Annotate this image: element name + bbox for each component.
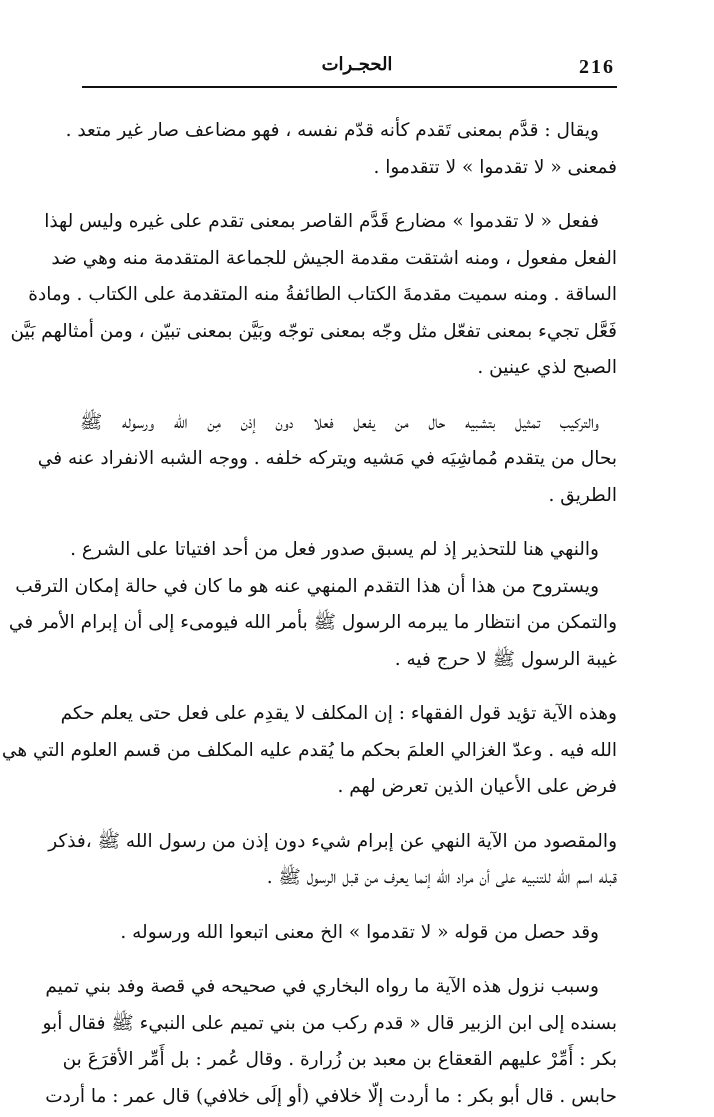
text-line: ففعل « لا تقدموا » مضارع قَدَّم القاصر بمعنى تقدم على غيره وليس لهذا [44,211,599,232]
paragraph [10,204,617,387]
text-line: الله فيه . وعدّ الغزالي العلمَ بحكم ما يُقدم عليه المكلف من قسم العلوم التي هي [1,739,617,761]
text-line: وهذه الآية تؤيد قول الفقهاء : إن المكلف لا يقدِم على فعل حتى يعلم حكم [60,703,617,724]
text-line: بسنده إلى ابن الزبير قال « قدم ركب من بني تميم على النبيء ﷺ فقال أبو [42,1012,617,1034]
text-line: والمقصود من الآية النهي عن إبرام شيء دون إذن من رسول الله ﷺ ،فذكر [48,830,617,852]
paragraph [48,824,617,897]
text-line: فمعنى « لا تقدموا » لا تتقدموا . [373,156,617,178]
paragraph [65,113,617,186]
paragraph [1,696,617,806]
text-line: الفعل مفعول ، ومنه اشتقت مقدمة الجيش للجماعة المتقدمة منه وهي ضد [51,247,617,269]
text-line: غيبة الرسول ﷺ لا حرج فيه . [394,648,617,670]
text-line: الساقة . ومنه سميت مقدمةَ الكتاب الطائفةُ منه المتقدمة على الكتاب . ومادة [28,284,617,305]
running-title: الحجـرات [321,54,393,75]
text-line: والتركيب تمثيل بتشبيه حال من يفعل فعلا دون إذن مِن الله ورسوله ﷺ [80,411,599,433]
text-line: الطريق . [548,484,617,506]
text-line: والتمكن من انتظار ما يبرمه الرسول ﷺ بأمر الله فيومىء إلى أن إبرام الأمر في [8,612,617,633]
text-line: فَعَّل تجيء بمعنى تفعّل مثل وجّه بمعنى توجّه وبَيَّن بمعنى تبيّن ، ومن أمثالهم بَيَّن [10,320,617,342]
text-line: قبله اسم الله للتنبيه على أن مراد الله إنما يعرف من قبل الرسول ﷺ . [266,867,617,888]
text-line: ويستروح من هذا أن هذا التقدم المنهي عنه هو ما كان في حالة إمكان الترقب [15,575,599,597]
paragraph [8,532,617,678]
body-text [1,113,617,1117]
text-line: الصبح لذي عينين . [477,357,617,378]
paragraph [80,915,617,952]
text-line: ويقال : قدَّم بمعنى تَقدم كأنه قدّم نفسه ، فهو مضاعف صار غير متعد . [65,120,599,141]
header-rule [82,86,617,88]
page-number: 216 [579,56,615,78]
paragraph [42,969,617,1115]
text-line: حابس . قال أبو بكر : ما أردت إلّا خلافي (أو إلَى خلافي) قال عمر : ما أردت [45,1085,617,1107]
text-line: بكر : أَمِّرْ عليهم القعقاع بن معبد بن زُرارة . وقال عُمر : بل أَمِّر الأقرَعَ بن [62,1049,617,1070]
paragraph [37,405,617,515]
text-line: وقد حصل من قوله « لا تقدموا » الخ معنى اتبعوا الله ورسوله . [120,921,599,943]
text-line: بحال من يتقدم مُماشِيَه في مَشيه ويتركه خلفه . ووجه الشبه الانفراد عنه في [37,448,617,469]
text-line: فرض على الأعيان الذين تعرض لهم . [337,776,617,797]
text-line: وسبب نزول هذه الآية ما رواه البخاري في صحيحه في قصة وفد بني تميم [45,976,599,997]
text-line: والنهي هنا للتحذير إذ لم يسبق صدور فعل من أحد افتياتا على الشرع . [70,539,599,560]
